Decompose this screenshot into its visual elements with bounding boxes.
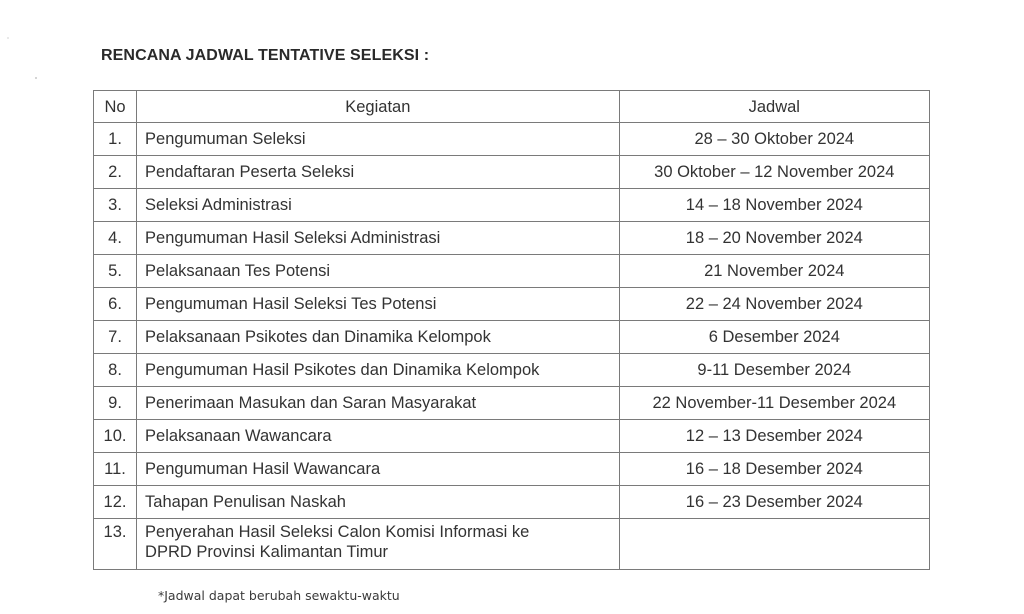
activity-cell: Pengumuman Hasil Seleksi Tes Potensi (137, 288, 620, 321)
activity-cell (137, 519, 620, 570)
row-number: 2. (94, 156, 137, 189)
schedule-cell: 21 November 2024 (619, 255, 929, 288)
schedule-table (93, 90, 930, 570)
schedule-cell: 16 – 18 Desember 2024 (619, 453, 929, 486)
activity-cell: Pengumuman Seleksi (137, 123, 620, 156)
table-row (94, 519, 930, 570)
schedule-cell: 9-11 Desember 2024 (619, 354, 929, 387)
table-row (94, 255, 930, 288)
schedule-cell: 14 – 18 November 2024 (619, 189, 929, 222)
table-row (94, 486, 930, 519)
scan-speck (35, 77, 37, 79)
table-row (94, 354, 930, 387)
table-row (94, 189, 930, 222)
row-number: 8. (94, 354, 137, 387)
activity-cell: Pengumuman Hasil Psikotes dan Dinamika Kelompok (137, 354, 620, 387)
activity-cell: Pengumuman Hasil Seleksi Administrasi (137, 222, 620, 255)
table-row (94, 123, 930, 156)
row-number: 4. (94, 222, 137, 255)
page-title: RENCANA JADWAL TENTATIVE SELEKSI : (101, 47, 430, 64)
row-number: 13. (94, 519, 137, 570)
table-row (94, 288, 930, 321)
schedule-cell: 18 – 20 November 2024 (619, 222, 929, 255)
row-number: 12. (94, 486, 137, 519)
row-number: 10. (94, 420, 137, 453)
table-row (94, 222, 930, 255)
table-row (94, 453, 930, 486)
schedule-cell: 22 November-11 Desember 2024 (619, 387, 929, 420)
row-number: 3. (94, 189, 137, 222)
footnote: *Jadwal dapat berubah sewaktu-waktu (158, 588, 400, 603)
activity-cell: Pelaksanaan Wawancara (137, 420, 620, 453)
activity-cell: Pengumuman Hasil Wawancara (137, 453, 620, 486)
activity-line: Penyerahan Hasil Seleksi Calon Komisi Informasi ke (145, 523, 530, 541)
table-header-row (94, 91, 930, 123)
row-number: 9. (94, 387, 137, 420)
row-number: 11. (94, 453, 137, 486)
table-row (94, 387, 930, 420)
schedule-cell: 12 – 13 Desember 2024 (619, 420, 929, 453)
scan-speck (7, 37, 9, 39)
table-row (94, 420, 930, 453)
row-number: 6. (94, 288, 137, 321)
schedule-cell (619, 519, 929, 570)
schedule-cell: 22 – 24 November 2024 (619, 288, 929, 321)
schedule-cell: 16 – 23 Desember 2024 (619, 486, 929, 519)
header-jadwal: Jadwal (619, 91, 929, 123)
activity-cell: Penerimaan Masukan dan Saran Masyarakat (137, 387, 620, 420)
schedule-cell: 28 – 30 Oktober 2024 (619, 123, 929, 156)
header-kegiatan: Kegiatan (137, 91, 620, 123)
activity-cell: Seleksi Administrasi (137, 189, 620, 222)
table-row (94, 321, 930, 354)
row-number: 5. (94, 255, 137, 288)
activity-line: DPRD Provinsi Kalimantan Timur (145, 543, 389, 561)
schedule-cell: 6 Desember 2024 (619, 321, 929, 354)
table-row (94, 156, 930, 189)
row-number: 1. (94, 123, 137, 156)
schedule-cell: 30 Oktober – 12 November 2024 (619, 156, 929, 189)
activity-cell: Pendaftaran Peserta Seleksi (137, 156, 620, 189)
activity-cell: Pelaksanaan Psikotes dan Dinamika Kelompok (137, 321, 620, 354)
row-number: 7. (94, 321, 137, 354)
activity-cell: Tahapan Penulisan Naskah (137, 486, 620, 519)
activity-cell: Pelaksanaan Tes Potensi (137, 255, 620, 288)
header-no: No (94, 91, 137, 123)
